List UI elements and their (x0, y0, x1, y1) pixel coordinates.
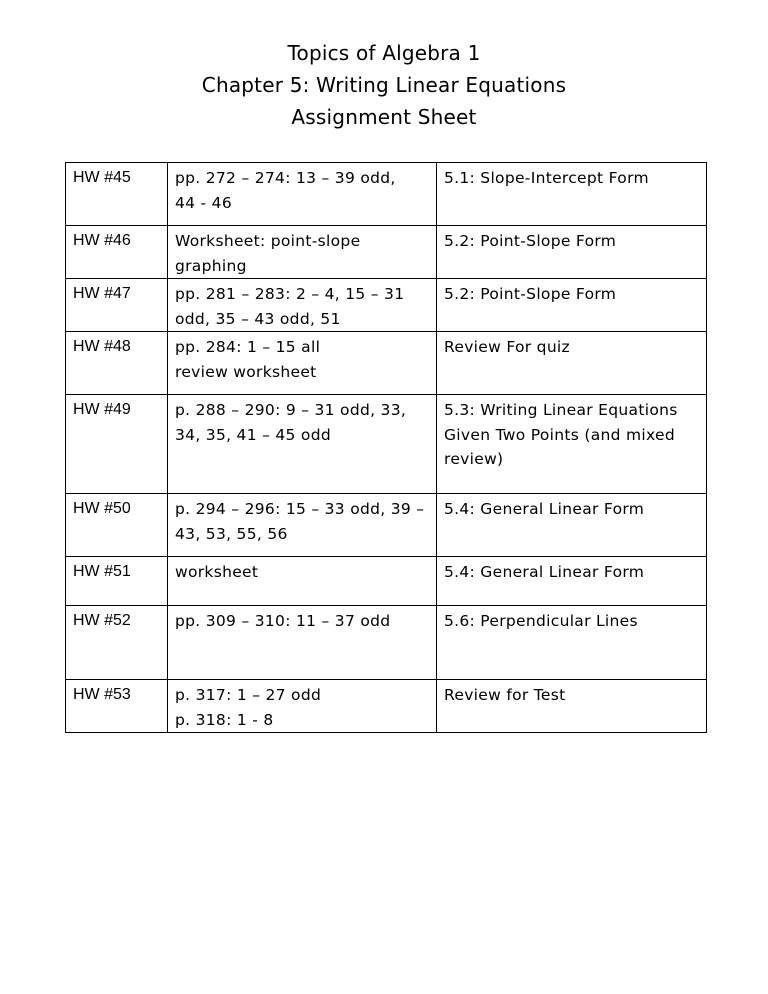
chapter-title: Chapter 5: Writing Linear Equations (201, 73, 567, 97)
topic-cell (437, 332, 707, 395)
assignment-cell (168, 279, 437, 332)
topic-line: Given Two Points (and mixed (444, 425, 675, 444)
assignment-line: 44 - 46 (175, 193, 232, 212)
topic-line: review) (444, 450, 504, 468)
table-row (66, 680, 707, 733)
hw-number: HW #45 (66, 163, 168, 226)
topic-line: 5.4: General Linear Form (444, 563, 645, 581)
assignment-line: review worksheet (175, 362, 317, 381)
table-row (66, 226, 707, 279)
hw-number: HW #49 (66, 395, 168, 494)
assignment-table (65, 162, 707, 733)
hw-number: HW #51 (66, 557, 168, 606)
topic-cell (437, 226, 707, 279)
topic-line: 5.3: Writing Linear Equations (444, 401, 678, 419)
document-header (0, 37, 768, 133)
topic-cell (437, 557, 707, 606)
hw-number: HW #52 (66, 606, 168, 680)
assignment-line: pp. 272 – 274: 13 – 39 odd, (175, 169, 396, 187)
hw-number: HW #46 (66, 226, 168, 279)
assignment-line: Worksheet: point-slope (175, 232, 361, 250)
topic-line: 5.6: Perpendicular Lines (444, 612, 638, 630)
topic-line: 5.2: Point-Slope Form (444, 285, 617, 303)
topic-line: 5.1: Slope-Intercept Form (444, 169, 649, 187)
assignment-cell (168, 680, 437, 733)
assignment-line: p. 288 – 290: 9 – 31 odd, 33, (175, 401, 407, 419)
sheet-title: Assignment Sheet (291, 105, 477, 129)
table-row (66, 279, 707, 332)
topic-cell (437, 494, 707, 557)
topic-line: Review For quiz (444, 338, 570, 356)
table-row (66, 494, 707, 557)
topic-cell (437, 279, 707, 332)
assignment-line: worksheet (175, 563, 259, 581)
hw-number: HW #50 (66, 494, 168, 557)
hw-number: HW #53 (66, 680, 168, 733)
hw-number: HW #47 (66, 279, 168, 332)
hw-number: HW #48 (66, 332, 168, 395)
topic-line: 5.4: General Linear Form (444, 500, 645, 518)
topic-cell (437, 680, 707, 733)
table-row (66, 395, 707, 494)
topic-line: Review for Test (444, 686, 566, 704)
assignment-line: graphing (175, 256, 247, 275)
assignment-line: 34, 35, 41 – 45 odd (175, 425, 331, 444)
assignment-cell (168, 332, 437, 395)
assignment-line: odd, 35 – 43 odd, 51 (175, 309, 341, 328)
assignment-cell (168, 557, 437, 606)
topic-cell (437, 163, 707, 226)
course-title: Topics of Algebra 1 (287, 41, 481, 65)
topic-cell (437, 606, 707, 680)
table-row (66, 163, 707, 226)
topic-cell (437, 395, 707, 494)
assignment-cell (168, 163, 437, 226)
assignment-line: pp. 284: 1 – 15 all (175, 338, 321, 356)
assignment-cell (168, 226, 437, 279)
table-row (66, 557, 707, 606)
table-row (66, 332, 707, 395)
assignment-line: p. 294 – 296: 15 – 33 odd, 39 – (175, 500, 425, 518)
table-row (66, 606, 707, 680)
assignment-line: 43, 53, 55, 56 (175, 524, 288, 543)
assignment-cell (168, 395, 437, 494)
assignment-cell (168, 606, 437, 680)
assignment-line: p. 317: 1 – 27 odd (175, 686, 322, 704)
assignment-line: pp. 281 – 283: 2 – 4, 15 – 31 (175, 285, 405, 303)
topic-line: 5.2: Point-Slope Form (444, 232, 617, 250)
assignment-cell (168, 494, 437, 557)
assignment-line: p. 318: 1 - 8 (175, 710, 274, 729)
assignment-line: pp. 309 – 310: 11 – 37 odd (175, 612, 391, 630)
